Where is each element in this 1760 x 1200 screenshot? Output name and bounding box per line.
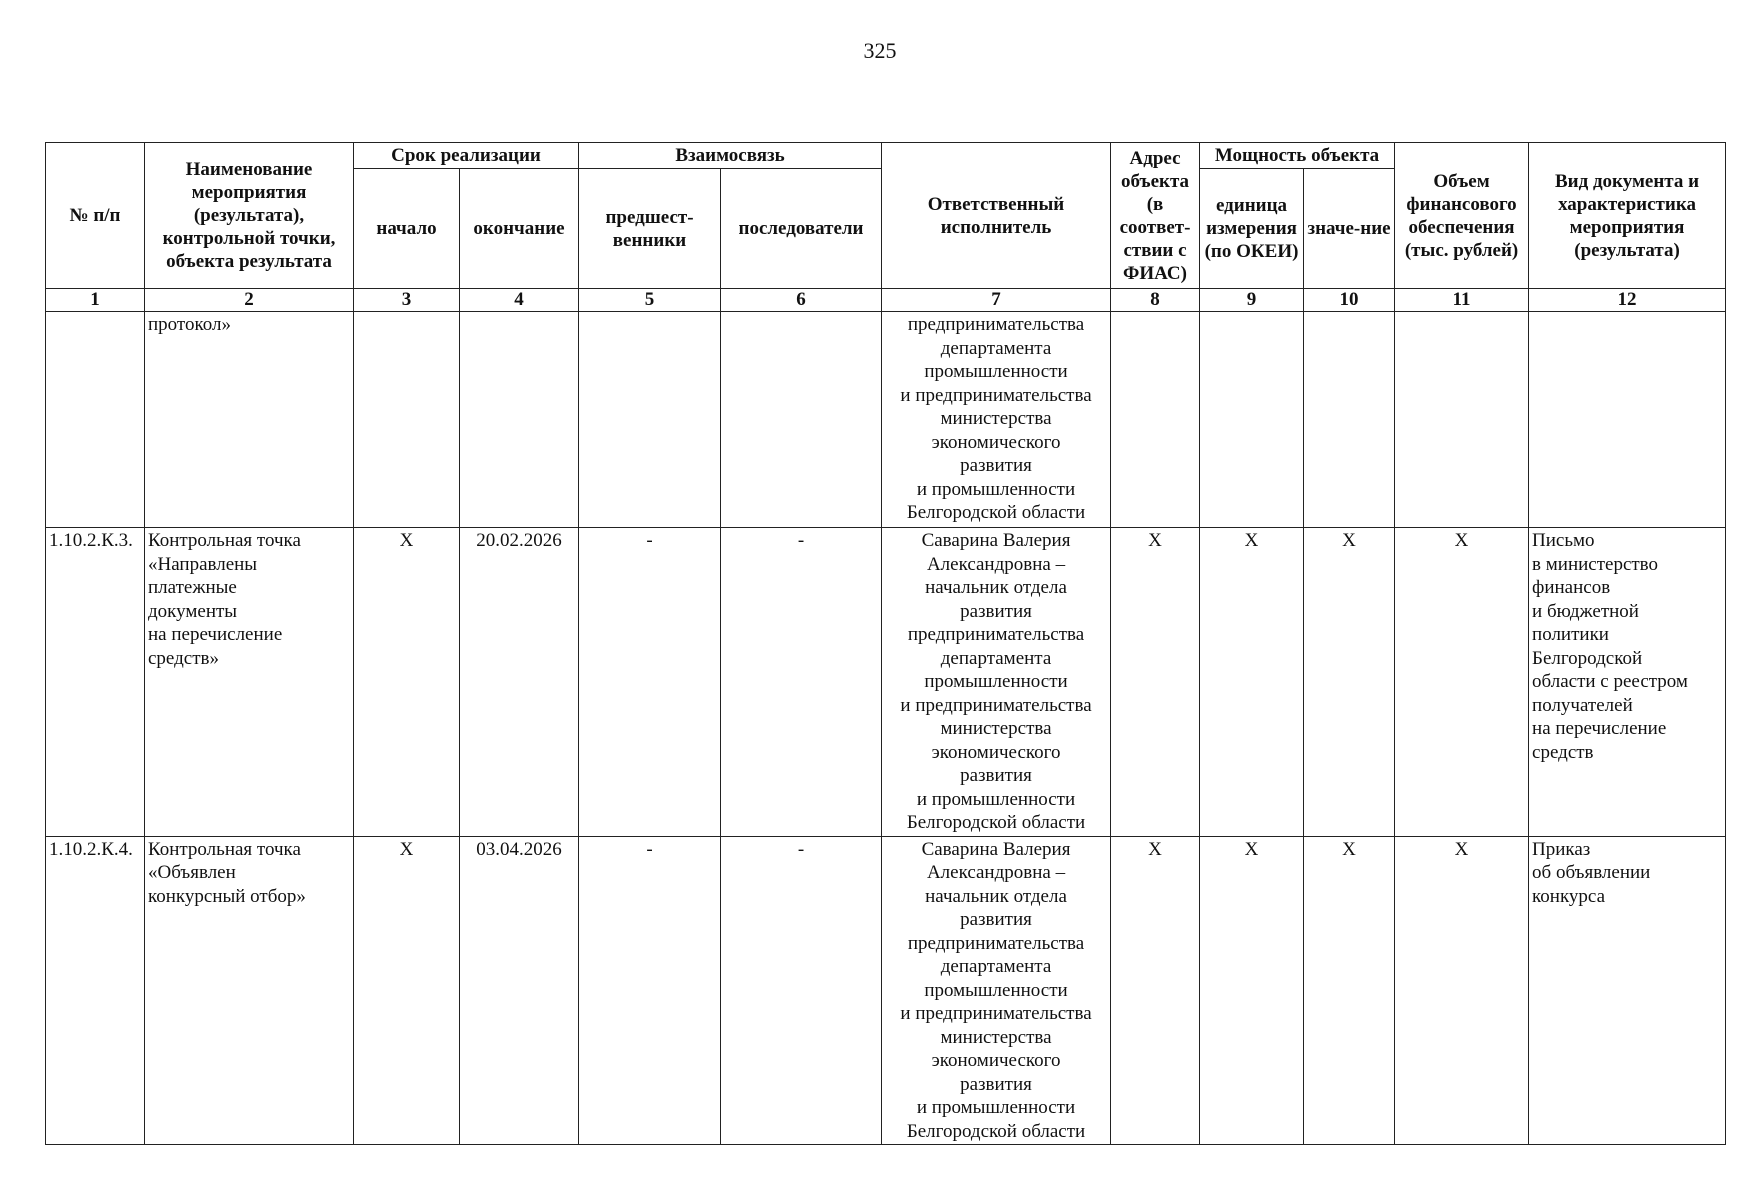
header-term-group: Срок реализации bbox=[354, 143, 579, 169]
row-responsible-line: департамента bbox=[940, 337, 1052, 359]
table-row bbox=[46, 312, 1726, 528]
row-document-line: Письмо bbox=[1532, 530, 1595, 551]
row-responsible-line: предпринимательства bbox=[907, 314, 1085, 335]
row-responsible-line: начальник отдела bbox=[925, 885, 1067, 907]
col-number: 7 bbox=[882, 289, 1111, 312]
header-predecessors: предшест-венники bbox=[579, 169, 721, 289]
row-responsible-line: экономического bbox=[931, 741, 1061, 763]
row-responsible-line: Белгородской области bbox=[906, 812, 1086, 833]
row-finance: X bbox=[1395, 528, 1529, 837]
row-predecessors: - bbox=[579, 528, 721, 837]
row-responsible-line: развития bbox=[960, 455, 1032, 476]
row-value: X bbox=[1304, 528, 1395, 837]
row-responsible bbox=[882, 312, 1111, 528]
row-name-line: Контрольная точка bbox=[148, 530, 301, 551]
col-number: 10 bbox=[1304, 289, 1395, 312]
row-responsible-line: экономического bbox=[931, 431, 1061, 453]
header-value: значе-ние bbox=[1304, 169, 1395, 289]
row-document-line: на перечисление bbox=[1532, 718, 1667, 739]
row-responsible-line: начальник отдела bbox=[925, 577, 1067, 598]
row-number bbox=[46, 312, 145, 528]
row-number: 1.10.2.К.3. bbox=[46, 528, 145, 837]
row-responsible-line: и промышленности bbox=[916, 1097, 1076, 1118]
header-name: Наименование мероприятия (результата), контрольной точки, объекта результата bbox=[145, 143, 354, 289]
col-number: 6 bbox=[721, 289, 882, 312]
column-number-row bbox=[46, 289, 1726, 312]
row-document-line: получателей bbox=[1532, 694, 1633, 716]
row-name-line: средств» bbox=[148, 647, 219, 669]
row-responsible-line: предпринимательства bbox=[907, 624, 1085, 645]
row-name bbox=[145, 528, 354, 837]
row-responsible-line: Саварина Валерия bbox=[921, 530, 1071, 551]
header-address: Адрес объекта (в соответ-ствии с ФИАС) bbox=[1111, 143, 1200, 289]
row-responsible-line: и предпринимательства bbox=[900, 1003, 1092, 1024]
row-responsible-line: и предпринимательства bbox=[900, 694, 1092, 716]
row-responsible bbox=[882, 528, 1111, 837]
col-number: 8 bbox=[1111, 289, 1200, 312]
row-document-line: конкурса bbox=[1532, 885, 1606, 907]
row-responsible-line: министерства bbox=[940, 718, 1052, 739]
row-successors: - bbox=[721, 836, 882, 1145]
header-end: окончание bbox=[460, 169, 579, 289]
row-name-line: конкурсный отбор» bbox=[148, 885, 306, 907]
col-number: 1 bbox=[46, 289, 145, 312]
col-number: 2 bbox=[145, 289, 354, 312]
row-address bbox=[1111, 312, 1200, 528]
plan-table bbox=[45, 142, 1726, 1145]
row-responsible-line: Белгородской области bbox=[906, 1120, 1086, 1142]
row-document bbox=[1529, 312, 1726, 528]
row-name bbox=[145, 312, 354, 528]
row-responsible bbox=[882, 836, 1111, 1145]
header-responsible: Ответственный исполнитель bbox=[882, 143, 1111, 289]
row-responsible-line: промышленности bbox=[924, 671, 1068, 692]
row-document bbox=[1529, 836, 1726, 1145]
row-document-line: в министерство bbox=[1532, 553, 1659, 575]
row-document-line: средств bbox=[1532, 741, 1594, 763]
row-responsible-line: промышленности bbox=[924, 979, 1068, 1001]
row-address: X bbox=[1111, 528, 1200, 837]
row-document-line: Белгородской bbox=[1532, 647, 1643, 669]
page-number: 325 bbox=[863, 38, 897, 63]
row-unit: X bbox=[1200, 836, 1304, 1145]
row-document-line: политики bbox=[1532, 624, 1609, 645]
row-unit bbox=[1200, 312, 1304, 528]
row-document-line: финансов bbox=[1532, 577, 1611, 598]
row-responsible-line: экономического bbox=[931, 1050, 1061, 1071]
row-name-line: протокол» bbox=[148, 314, 231, 335]
row-name-line: Контрольная точка bbox=[148, 838, 301, 860]
row-responsible-line: министерства bbox=[940, 1026, 1052, 1048]
row-responsible-line: департамента bbox=[940, 647, 1052, 669]
row-end: 03.04.2026 bbox=[460, 836, 579, 1145]
row-end bbox=[460, 312, 579, 528]
header-power-group: Мощность объекта bbox=[1200, 143, 1395, 169]
row-value: X bbox=[1304, 836, 1395, 1145]
row-name-line: документы bbox=[148, 600, 238, 622]
col-number: 3 bbox=[354, 289, 460, 312]
row-finance bbox=[1395, 312, 1529, 528]
row-finance: X bbox=[1395, 836, 1529, 1145]
row-name-line: «Объявлен bbox=[148, 862, 236, 883]
row-responsible-line: развития bbox=[960, 909, 1032, 930]
row-document-line: Приказ bbox=[1532, 838, 1591, 860]
row-predecessors bbox=[579, 312, 721, 528]
row-name-line: платежные bbox=[148, 577, 237, 598]
header-unit: единица измерения (по ОКЕИ) bbox=[1200, 169, 1304, 289]
row-responsible-line: и промышленности bbox=[916, 478, 1076, 500]
row-document-line: области с реестром bbox=[1532, 671, 1688, 692]
row-responsible-line: предпринимательства bbox=[907, 932, 1085, 954]
table-row bbox=[46, 836, 1726, 1145]
row-responsible-line: развития bbox=[960, 765, 1032, 786]
header-num: № п/п bbox=[46, 143, 145, 289]
row-name-line: на перечисление bbox=[148, 624, 283, 645]
row-name-line: «Направлены bbox=[148, 553, 258, 575]
row-responsible-line: министерства bbox=[940, 408, 1052, 429]
header-link-group: Взаимосвязь bbox=[579, 143, 882, 169]
row-responsible-line: департамента bbox=[940, 956, 1052, 977]
header-document: Вид документа и характеристика мероприятия (результата) bbox=[1529, 143, 1726, 289]
col-number: 11 bbox=[1395, 289, 1529, 312]
header-row-1 bbox=[46, 143, 1726, 169]
row-responsible-line: Белгородской области bbox=[906, 502, 1086, 523]
row-number: 1.10.2.К.4. bbox=[46, 836, 145, 1145]
col-number: 5 bbox=[579, 289, 721, 312]
col-number: 4 bbox=[460, 289, 579, 312]
row-responsible-line: Саварина Валерия bbox=[921, 838, 1071, 860]
row-unit: X bbox=[1200, 528, 1304, 837]
row-value bbox=[1304, 312, 1395, 528]
table-body bbox=[46, 312, 1726, 1145]
row-name bbox=[145, 836, 354, 1145]
col-number: 9 bbox=[1200, 289, 1304, 312]
row-responsible-line: и промышленности bbox=[916, 788, 1076, 810]
row-responsible-line: промышленности bbox=[924, 361, 1068, 382]
row-predecessors: - bbox=[579, 836, 721, 1145]
row-address: X bbox=[1111, 836, 1200, 1145]
row-successors: - bbox=[721, 528, 882, 837]
row-document-line: и бюджетной bbox=[1532, 600, 1639, 622]
row-successors bbox=[721, 312, 882, 528]
row-end: 20.02.2026 bbox=[460, 528, 579, 837]
row-document-line: об объявлении bbox=[1532, 862, 1651, 883]
row-responsible-line: Александровна – bbox=[926, 553, 1066, 575]
row-start: X bbox=[354, 836, 460, 1145]
header-start: начало bbox=[354, 169, 460, 289]
row-responsible-line: развития bbox=[960, 600, 1032, 622]
row-responsible-line: развития bbox=[960, 1073, 1032, 1095]
header-successors: последователи bbox=[721, 169, 882, 289]
table-row bbox=[46, 528, 1726, 837]
row-start bbox=[354, 312, 460, 528]
col-number: 12 bbox=[1529, 289, 1726, 312]
row-document bbox=[1529, 528, 1726, 837]
row-responsible-line: Александровна – bbox=[926, 862, 1066, 883]
header-finance: Объем финансового обеспечения (тыс. рублей) bbox=[1395, 143, 1529, 289]
row-start: X bbox=[354, 528, 460, 837]
row-responsible-line: и предпринимательства bbox=[900, 384, 1092, 406]
